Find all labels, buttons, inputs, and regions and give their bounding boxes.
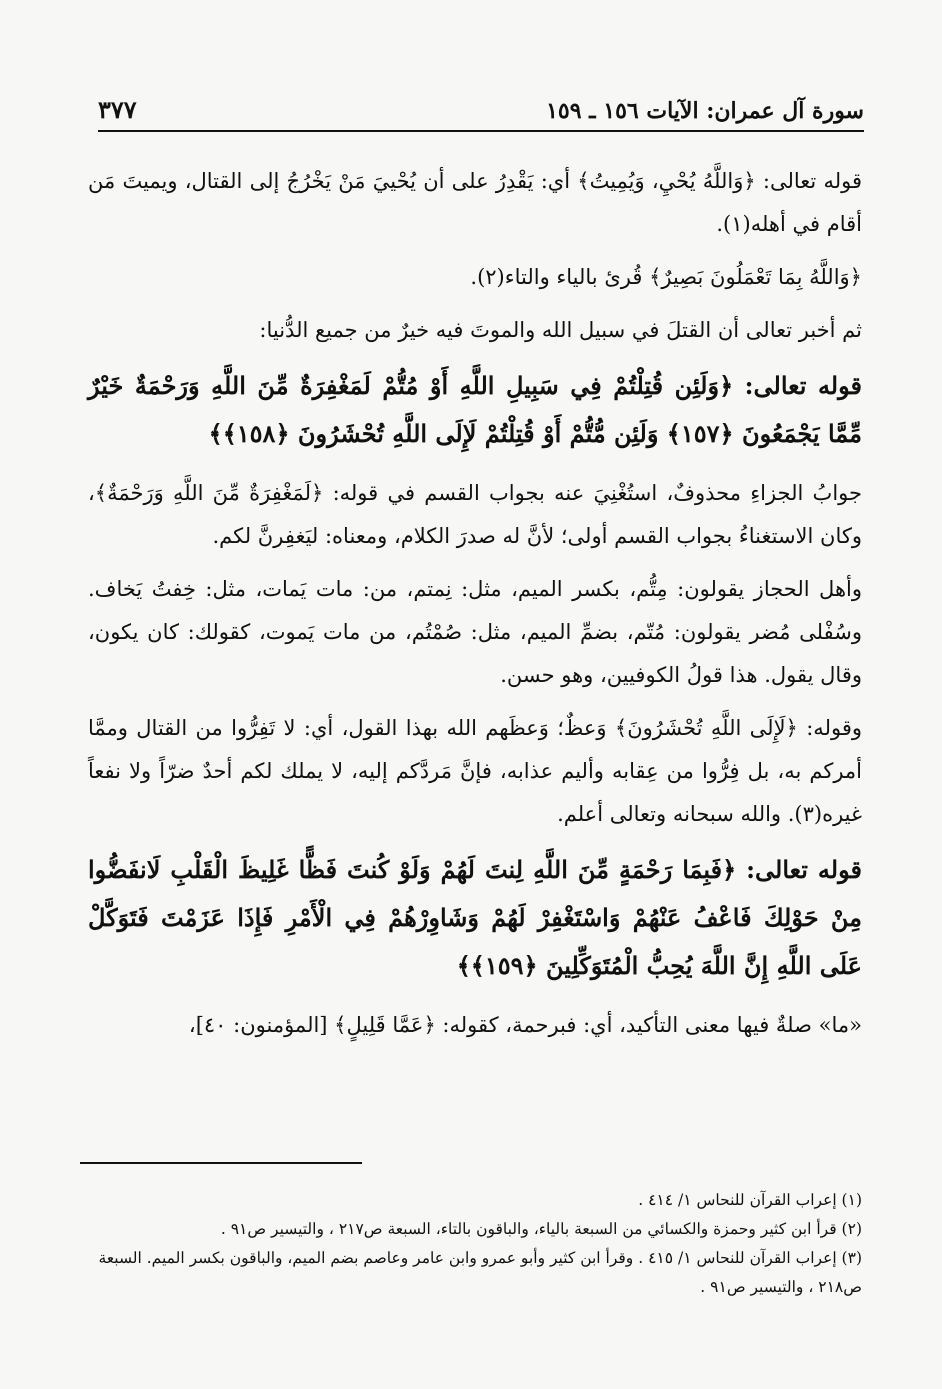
verse-lead: قوله تعالى: (736, 855, 862, 884)
paragraph: وأهل الحجاز يقولون: مِتُّم، بكسر الميم، مثل: نِمتم، من: مات يَمات، مثل: خِفتُ يَخاف. وسُفْلى مُضر يقولون: مُتّم، بضمِّ الميم، مثل: صُمْتُم، من مات يَموت، كقولك: كان يكون، وقال يقول. هذا قولُ الكوفيين، وهو حسن. (88, 577, 862, 687)
page-header (98, 84, 864, 132)
paragraph: قوله تعالى: ﴿وَاللَّهُ يُحْيِ، وَيُمِيتُ﴾ أي: يَقْدِرُ على أن يُحْييَ مَنْ يَخْرُجُ إلى القتال، ويميتَ مَن أقام في أهله(١). (88, 169, 862, 236)
footnote-3: (٣) إعراب القرآن للنحاس ١/ ٤١٥ . وقرأ ابن كثير وأبو عمرو وابن عامر وعاصم بضم الميم، والباقون بكسر الميم. السبعة ص٢١٨ ، والتيسير ص٩١ . (98, 1249, 862, 1296)
paragraph: «ما» صلةٌ فيها معنى التأكيد، أي: فبرحمة، كقوله: ﴿عَمَّا قَلِيلٍ﴾ [المؤمنون: ٤٠]، (188, 1013, 862, 1037)
footnotes (92, 1186, 862, 1302)
verse-157-158 (88, 362, 862, 458)
verse-159 (88, 846, 862, 990)
footnote-divider (80, 1162, 362, 1164)
main-text (88, 160, 862, 1057)
verse-text: ﴿فَبِمَا رَحْمَةٍ مِّنَ اللَّهِ لِنتَ لَهُمْ وَلَوْ كُنتَ فَظًّا غَلِيظَ الْقَلْبِ لَانفَضُّوا مِنْ حَوْلِكَ فَاعْفُ عَنْهُمْ وَاسْتَغْفِرْ لَهُمْ وَشَاوِرْهُمْ فِي الْأَمْرِ فَإِذَا عَزَمْتَ فَتَوَكَّلْ عَلَى اللَّهِ إِنَّ اللَّهَ يُحِبُّ الْمُتَوَكِّلِينَ ﴿١٥٩﴾﴾ (88, 855, 862, 980)
verse-lead: قوله تعالى: (733, 371, 862, 400)
paragraph: ﴿وَاللَّهُ بِمَا تَعْمَلُونَ بَصِيرٌ﴾ قُرئ بالياء والتاء(٢). (470, 265, 862, 289)
paragraph: وقوله: ﴿لَإِلَى اللَّهِ تُحْشَرُونَ﴾ وَعظٌ؛ وَعظَهم الله بهذا القول، أي: لا تَفِرُّوا من القتال وممَّا أمركم به، بل فِرُّوا من عِقابه وأليم عذابه، فإنَّ مَردَّكم إليه، لا يملك لكم أحدٌ ضرّاً ولا نفعاً غيره(٣). والله سبحانه وتعالى أعلم. (88, 716, 862, 826)
paragraph: ثم أخبر تعالى أن القتلَ في سبيل الله والموتَ فيه خيرٌ من جميع الدُّنيا: (259, 318, 862, 342)
paragraph: جوابُ الجزاءِ محذوفٌ، استُغْنِيَ عنه بجواب القسم في قوله: ﴿لَمَغْفِرَةٌ مِّنَ اللَّهِ وَرَحْمَةٌ﴾، وكان الاستغناءُ بجواب القسم أولى؛ لأنَّ له صدرَ الكلام، ومعناه: ليَغفِرنَّ لكم. (88, 481, 862, 548)
page-number: ٣٧٧ (98, 95, 137, 124)
running-title: سورة آل عمران: الآيات ١٥٦ ـ ١٥٩ (546, 98, 864, 124)
footnote-2: (٢) قرأ ابن كثير وحمزة والكسائي من السبعة بالياء، والباقون بالتاء، السبعة ص٢١٧ ، والتيسير ص٩١ . (220, 1220, 862, 1238)
verse-text: ﴿وَلَئِن قُتِلْتُمْ فِي سَبِيلِ اللَّهِ أَوْ مُتُّمْ لَمَغْفِرَةٌ مِّنَ اللَّهِ وَرَحْمَةٌ خَيْرٌ مِّمَّا يَجْمَعُونَ ﴿١٥٧﴾ وَلَئِن مُّتُّمْ أَوْ قُتِلْتُمْ لَإِلَى اللَّهِ تُحْشَرُونَ ﴿١٥٨﴾﴾ (88, 371, 862, 448)
footnote-1: (١) إعراب القرآن للنحاس ١/ ٤١٤ . (638, 1191, 862, 1209)
